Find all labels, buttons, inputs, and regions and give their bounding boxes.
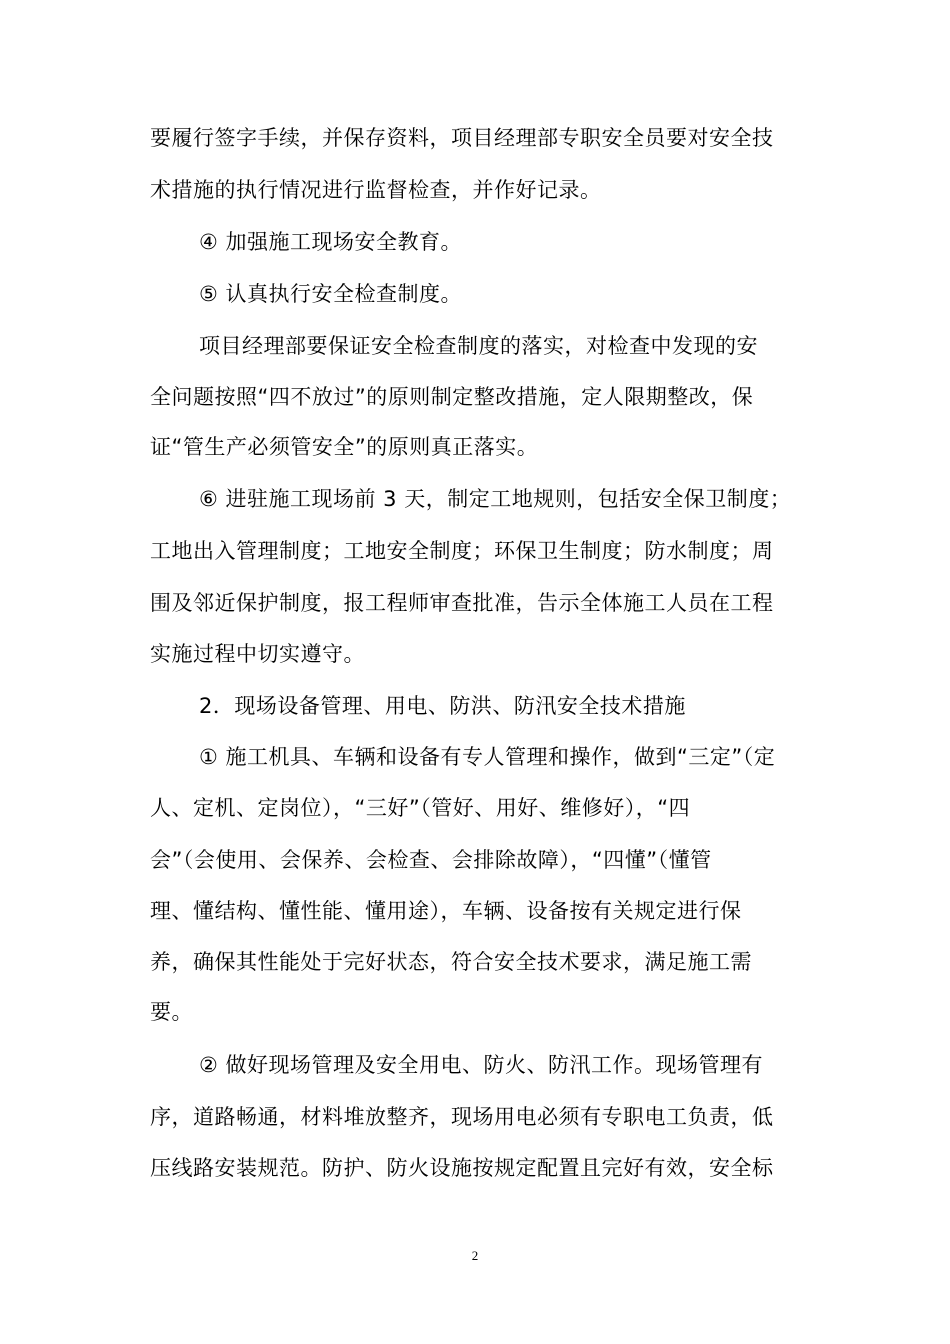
text-line: 实施过程中切实遵守。 xyxy=(150,642,365,666)
text-line: 压线路安装规范。防护、防火设施按规定配置且完好有效，安全标 xyxy=(150,1156,774,1180)
list-item: ④ 加强施工现场安全教育。 xyxy=(199,230,463,254)
list-item: ⑤ 认真执行安全检查制度。 xyxy=(199,282,463,306)
list-item: ① 施工机具、车辆和设备有专人管理和操作，做到“三定”（定 xyxy=(199,745,776,769)
text-line: 要。 xyxy=(150,1000,193,1024)
paragraph-start: 项目经理部要保证安全检查制度的落实，对检查中发现的安 xyxy=(199,334,758,358)
page-number: 2 xyxy=(471,1248,479,1263)
text-line: 全问题按照“四不放过”的原则制定整改措施，定人限期整改，保 xyxy=(150,385,754,409)
section-heading: 2．现场设备管理、用电、防洪、防汛安全技术措施 xyxy=(199,694,686,718)
text-line: 人、定机、定岗位），“三好”（管好、用好、维修好），“四 xyxy=(150,796,691,820)
text-line: 术措施的执行情况进行监督检查，并作好记录。 xyxy=(150,178,602,202)
text-line: 养，确保其性能处于完好状态，符合安全技术要求，满足施工需 xyxy=(150,950,752,974)
text-line: 理、懂结构、懂性能、懂用途），车辆、设备按有关规定进行保 xyxy=(150,899,742,923)
list-item: ② 做好现场管理及安全用电、防火、防汛工作。现场管理有 xyxy=(199,1053,763,1077)
list-item: ⑥ 进驻施工现场前 3 天，制定工地规则，包括安全保卫制度； xyxy=(199,487,792,511)
text-line: 围及邻近保护制度，报工程师审查批准，告示全体施工人员在工程 xyxy=(150,591,774,615)
text-line: 会”（会使用、会保养、会检查、会排除故障），“四懂”（懂管 xyxy=(150,848,712,872)
text-line: 序，道路畅通，材料堆放整齐，现场用电必须有专职电工负责，低 xyxy=(150,1105,774,1129)
text-line: 工地出入管理制度；工地安全制度；环保卫生制度；防水制度；周 xyxy=(150,539,774,563)
text-line: 证“管生产必须管安全”的原则真正落实。 xyxy=(150,435,539,459)
text-line: 要履行签字手续，并保存资料，项目经理部专职安全员要对安全技 xyxy=(150,126,774,150)
